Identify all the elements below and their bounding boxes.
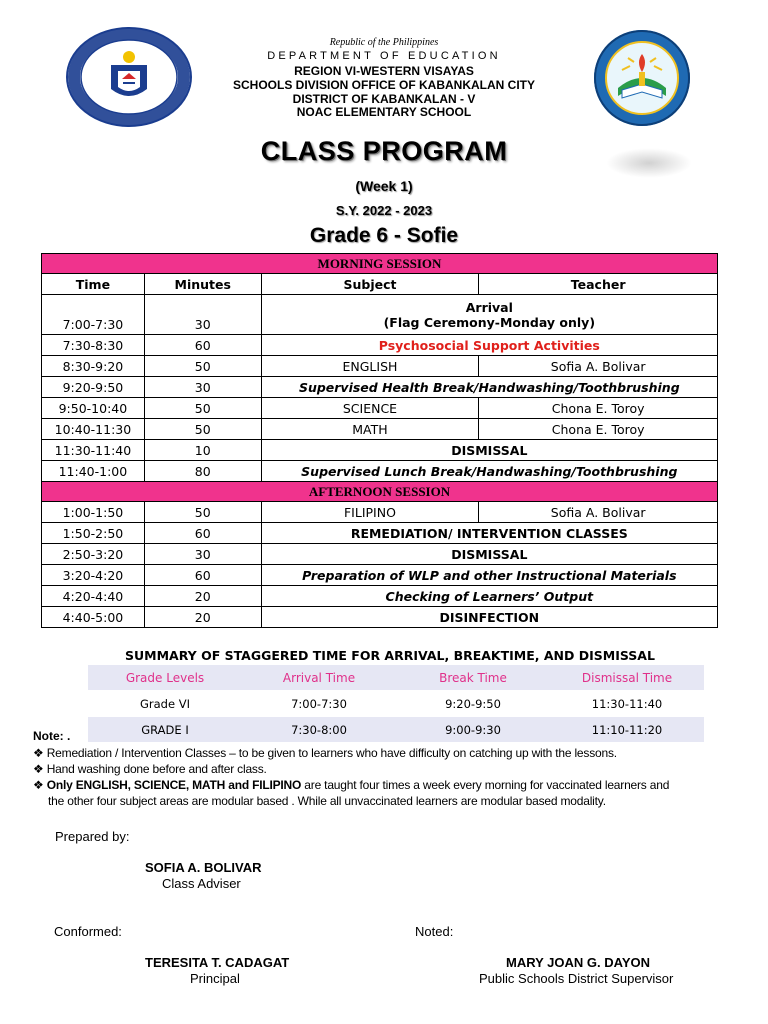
session-label: MORNING SESSION: [42, 254, 718, 274]
minutes-cell: 50: [144, 356, 261, 377]
adviser-title: Class Adviser: [162, 876, 241, 891]
district-label: DISTRICT OF KABANKALAN - V: [292, 92, 476, 106]
minutes-cell: 50: [144, 502, 261, 523]
minutes-cell: 10: [144, 440, 261, 461]
column-header: Grade Levels: [88, 665, 242, 691]
minutes-cell: 50: [144, 398, 261, 419]
activity-cell: Psychosocial Support Activities: [261, 335, 717, 356]
time-cell: 7:30-8:30: [42, 335, 145, 356]
teacher-cell: Sofia A. Bolivar: [479, 356, 718, 377]
activity-cell: REMEDIATION/ INTERVENTION CLASSES: [261, 523, 717, 544]
morning-session-bar: [42, 254, 718, 274]
note-item: [33, 778, 669, 792]
minutes-cell: 60: [144, 523, 261, 544]
minutes-cell: 80: [144, 461, 261, 482]
school-name: NOAC ELEMENTARY SCHOOL: [296, 105, 472, 119]
minutes-cell: 60: [144, 565, 261, 586]
table-row: [42, 377, 718, 398]
column-header: Arrival Time: [242, 665, 396, 691]
principal-name: TERESITA T. CADAGAT: [145, 955, 290, 970]
minutes-cell: 50: [144, 419, 261, 440]
dismissal-cell: 11:10-11:20: [550, 717, 704, 743]
summary-header-row: [88, 665, 704, 691]
time-cell: 9:20-9:50: [42, 377, 145, 398]
table-row: [42, 523, 718, 544]
column-header: Minutes: [144, 274, 261, 295]
table-row: [42, 419, 718, 440]
note-text: Hand washing done before and after class.: [46, 762, 267, 776]
teacher-cell: Chona E. Toroy: [479, 398, 718, 419]
time-cell: 2:50-3:20: [42, 544, 145, 565]
time-cell: 8:30-9:20: [42, 356, 145, 377]
class-program-table: [41, 253, 718, 628]
afternoon-session-bar: [42, 482, 718, 502]
table-row: [42, 440, 718, 461]
principal-title: Principal: [190, 971, 240, 986]
supervisor-title: Public Schools District Supervisor: [479, 971, 674, 986]
time-cell: 11:30-11:40: [42, 440, 145, 461]
note-item: [33, 762, 267, 776]
noted-label: Noted:: [415, 924, 454, 939]
time-cell: 4:20-4:40: [42, 586, 145, 607]
note-text: are taught four times a week every morning for vaccinated learners and: [301, 778, 670, 792]
grade-cell: Grade VI: [88, 691, 242, 717]
time-cell: 4:40-5:00: [42, 607, 145, 628]
session-label: AFTERNOON SESSION: [42, 482, 718, 502]
minutes-cell: 20: [144, 586, 261, 607]
activity-line: Arrival: [465, 299, 513, 315]
note-item: [33, 746, 617, 760]
note-label: Note: .: [33, 729, 71, 743]
supervisor-name: MARY JOAN G. DAYON: [506, 955, 650, 970]
grade-cell: GRADE I: [88, 717, 242, 743]
column-header: Teacher: [479, 274, 718, 295]
week-label: (Week 1): [355, 178, 413, 194]
teacher-cell: Sofia A. Bolivar: [479, 502, 718, 523]
republic-label: Republic of the Philippines: [329, 37, 439, 48]
activity-cell: DISINFECTION: [261, 607, 717, 628]
page-title: CLASS PROGRAM: [260, 136, 508, 166]
division-label: SCHOOLS DIVISION OFFICE OF KABANKALAN CITY: [232, 78, 535, 92]
adviser-name: SOFIA A. BOLIVAR: [145, 860, 262, 875]
table-row: [42, 544, 718, 565]
note-text: Remediation / Intervention Classes – to be given to learners who have difficulty on catching up with the lessons.: [46, 746, 617, 760]
note-text-continued: the other four subject areas are modular based . While all unvaccinated learners are modular based modality.: [48, 794, 606, 808]
minutes-cell: 20: [144, 607, 261, 628]
time-cell: 7:00-7:30: [42, 295, 145, 335]
break-cell: 9:00-9:30: [396, 717, 550, 743]
break-cell: 9:20-9:50: [396, 691, 550, 717]
time-cell: 1:50-2:50: [42, 523, 145, 544]
column-header: Time: [42, 274, 145, 295]
activity-cell: Supervised Health Break/Handwashing/Toothbrushing: [261, 377, 717, 398]
bullet-icon: ❖: [33, 778, 44, 792]
minutes-cell: 30: [144, 377, 261, 398]
table-row: [42, 356, 718, 377]
activity-line: (Flag Ceremony-Monday only): [383, 314, 596, 330]
table-header-row: [42, 274, 718, 295]
activity-cell: Supervised Lunch Break/Handwashing/Toothbrushing: [261, 461, 717, 482]
time-cell: 1:00-1:50: [42, 502, 145, 523]
bullet-icon: ❖: [33, 762, 44, 776]
activity-cell: Checking of Learners’ Output: [261, 586, 717, 607]
time-cell: 10:40-11:30: [42, 419, 145, 440]
minutes-cell: 60: [144, 335, 261, 356]
bullet-icon: ❖: [33, 746, 44, 760]
arrival-cell: 7:30-8:00: [242, 717, 396, 743]
arrival-cell: 7:00-7:30: [242, 691, 396, 717]
subject-cell: MATH: [261, 419, 479, 440]
column-header: Subject: [261, 274, 479, 295]
time-cell: 3:20-4:20: [42, 565, 145, 586]
table-row: [88, 717, 704, 743]
time-cell: 9:50-10:40: [42, 398, 145, 419]
prepared-label: Prepared by:: [55, 829, 130, 844]
department-label: DEPARTMENT OF EDUCATION: [267, 50, 501, 62]
activity-cell: DISMISSAL: [261, 440, 717, 461]
time-cell: 11:40-1:00: [42, 461, 145, 482]
region-label: REGION VI-WESTERN VISAYAS: [294, 64, 474, 78]
school-year: S.Y. 2022 - 2023: [335, 203, 433, 218]
activity-cell: [261, 295, 717, 335]
subject-cell: SCIENCE: [261, 398, 479, 419]
table-row: [42, 607, 718, 628]
grade-section: Grade 6 - Sofie: [309, 224, 459, 247]
conformed-label: Conformed:: [54, 924, 122, 939]
table-row: [42, 398, 718, 419]
activity-cell: Preparation of WLP and other Instructional Materials: [261, 565, 717, 586]
activity-cell: DISMISSAL: [261, 544, 717, 565]
column-header: Break Time: [396, 665, 550, 691]
summary-title: SUMMARY OF STAGGERED TIME FOR ARRIVAL, BREAKTIME, AND DISMISSAL: [125, 648, 655, 663]
table-row: [42, 295, 718, 335]
table-row: [42, 335, 718, 356]
table-row: [88, 691, 704, 717]
summary-table: [88, 665, 704, 743]
subject-cell: ENGLISH: [261, 356, 479, 377]
table-row: [42, 461, 718, 482]
subject-cell: FILIPINO: [261, 502, 479, 523]
teacher-cell: Chona E. Toroy: [479, 419, 718, 440]
table-row: [42, 586, 718, 607]
note-text-bold: Only ENGLISH, SCIENCE, MATH and FILIPINO: [46, 778, 302, 792]
table-row: [42, 565, 718, 586]
table-row: [42, 502, 718, 523]
minutes-cell: 30: [144, 544, 261, 565]
dismissal-cell: 11:30-11:40: [550, 691, 704, 717]
column-header: Dismissal Time: [550, 665, 704, 691]
minutes-cell: 30: [144, 295, 261, 335]
